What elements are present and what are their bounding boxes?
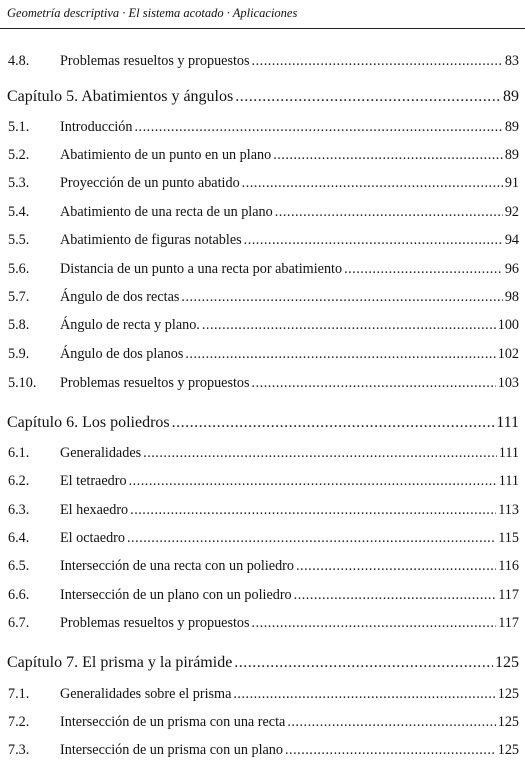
section-title: Abatimiento de un punto en un plano: [60, 147, 272, 163]
toc-line: [60, 373, 519, 393]
toc-line: [60, 117, 519, 137]
section-number: 6.6.: [8, 587, 30, 603]
toc-line: [60, 740, 519, 760]
toc-section-entry[interactable]: [0, 684, 525, 704]
toc-section-entry[interactable]: [0, 556, 525, 576]
section-number: 6.2.: [8, 473, 30, 489]
page-number: 83: [504, 53, 519, 69]
toc-line: [60, 556, 519, 576]
section-number: 7.1.: [8, 686, 30, 702]
section-number: 5.6.: [8, 261, 30, 277]
page-number: 89: [504, 147, 519, 163]
toc-section-entry[interactable]: [0, 443, 525, 463]
section-title: Ángulo de dos rectas: [60, 289, 180, 305]
running-header: [0, 0, 525, 30]
section-title: El hexaedro: [60, 502, 129, 518]
dot-leader: [130, 500, 496, 520]
page-number: 100: [497, 317, 519, 333]
section-number: 5.8.: [8, 317, 30, 333]
section-title: Proyección de un punto abatido: [60, 175, 240, 191]
toc-chapter-entry[interactable]: [0, 87, 525, 107]
section-title: Intersección de un prisma con una recta: [60, 714, 286, 730]
section-title: Problemas resueltos y propuestos: [60, 375, 250, 391]
section-number: 5.1.: [8, 119, 30, 135]
section-number: 6.5.: [8, 558, 30, 574]
page-number: 91: [504, 175, 519, 191]
section-title: Intersección de un plano con un poliedro: [60, 587, 292, 603]
section-number: 6.7.: [8, 615, 30, 631]
dot-leader: [285, 740, 496, 760]
toc-line: [60, 684, 519, 704]
dot-leader: [287, 712, 495, 732]
toc-section-entry[interactable]: [0, 259, 525, 279]
dot-leader: [252, 373, 496, 393]
toc-line: [60, 202, 519, 222]
section-number: 7.3.: [8, 742, 30, 758]
page-number: 115: [498, 530, 519, 546]
page-number: 116: [498, 558, 519, 574]
dot-leader: [127, 528, 496, 548]
section-title: Intersección de un prisma con un plano: [60, 742, 283, 758]
toc-chapter-entry[interactable]: [0, 653, 525, 673]
page-number: 111: [496, 414, 519, 431]
dot-leader: [252, 51, 503, 71]
page-number: 125: [497, 686, 519, 702]
section-number: 6.4.: [8, 530, 30, 546]
toc-line: [7, 87, 519, 107]
page-number: 125: [497, 742, 519, 758]
page-number: 117: [498, 615, 519, 631]
section-number: 5.5.: [8, 232, 30, 248]
section-title: Problemas resueltos y propuestos: [60, 615, 250, 631]
dot-leader: [143, 443, 497, 463]
section-number: 6.1.: [8, 445, 30, 461]
dot-leader: [344, 259, 503, 279]
toc-section-entry[interactable]: [0, 51, 525, 71]
page-number: 113: [498, 502, 519, 518]
toc-section-entry[interactable]: [0, 287, 525, 307]
dot-leader: [234, 653, 493, 673]
toc-section-entry[interactable]: [0, 230, 525, 250]
toc-line: [60, 173, 519, 193]
toc-line: [60, 259, 519, 279]
toc-section-entry[interactable]: [0, 500, 525, 520]
page-number: 103: [497, 375, 519, 391]
dot-leader: [273, 145, 503, 165]
dot-leader: [244, 230, 503, 250]
section-title: Abatimiento de figuras notables: [60, 232, 242, 248]
page-number: 98: [504, 289, 519, 305]
section-number: 5.9.: [8, 346, 30, 362]
toc-line: [60, 712, 519, 732]
dot-leader: [252, 613, 497, 633]
section-number: 6.3.: [8, 502, 30, 518]
toc-section-entry[interactable]: [0, 344, 525, 364]
page-number: 89: [503, 88, 519, 105]
section-number: 4.8.: [8, 53, 30, 69]
page-number: 111: [498, 445, 519, 461]
dot-leader: [233, 684, 495, 704]
running-title: Geometría descriptiva · El sistema acotado · Aplicaciones: [7, 6, 298, 20]
toc-line: [60, 315, 519, 335]
toc-line: [60, 471, 519, 491]
dot-leader: [235, 87, 501, 107]
page-number: 89: [504, 119, 519, 135]
toc-section-entry[interactable]: [0, 585, 525, 605]
toc-section-entry[interactable]: [0, 373, 525, 393]
page-number: 92: [504, 204, 519, 220]
toc-line: [60, 344, 519, 364]
toc-section-entry[interactable]: [0, 471, 525, 491]
toc-section-entry[interactable]: [0, 712, 525, 732]
toc-section-entry[interactable]: [0, 528, 525, 548]
section-title: Distancia de un punto a una recta por abatimiento: [60, 261, 343, 277]
toc-line: [60, 500, 519, 520]
page-number: 102: [497, 346, 519, 362]
toc-line: [60, 51, 519, 71]
dot-leader: [202, 315, 496, 335]
dot-leader: [294, 585, 497, 605]
toc-section-entry[interactable]: [0, 315, 525, 335]
page-number: 111: [498, 473, 519, 489]
toc-line: [60, 145, 519, 165]
toc-line: [7, 413, 519, 433]
section-title: El tetraedro: [60, 473, 127, 489]
section-number: 5.2.: [8, 147, 30, 163]
toc-section-entry[interactable]: [0, 173, 525, 193]
dot-leader: [172, 413, 495, 433]
page-number: 96: [504, 261, 519, 277]
header-rule: [0, 28, 525, 29]
section-title: Intersección de una recta con un poliedro: [60, 558, 294, 574]
section-title: Ángulo de recta y plano.: [60, 317, 200, 333]
section-title: Introducción: [60, 119, 133, 135]
section-title: Generalidades: [60, 445, 142, 461]
toc-line: [60, 585, 519, 605]
section-title: Generalidades sobre el prisma: [60, 686, 232, 702]
toc-section-entry[interactable]: [0, 145, 525, 165]
toc-line: [60, 443, 519, 463]
page-number: 117: [498, 587, 519, 603]
toc-section-entry[interactable]: [0, 117, 525, 137]
dot-leader: [296, 556, 496, 576]
dot-leader: [181, 287, 502, 307]
page-number: 125: [497, 714, 519, 730]
dot-leader: [135, 117, 503, 137]
toc-section-entry[interactable]: [0, 202, 525, 222]
section-title: Abatimiento de una recta de un plano: [60, 204, 273, 220]
chapter-title: Capítulo 7. El prisma y la pirámide: [7, 654, 233, 671]
page-number: 125: [495, 654, 519, 671]
toc-chapter-entry[interactable]: [0, 413, 525, 433]
toc-line: [7, 653, 519, 673]
section-number: 5.4.: [8, 204, 30, 220]
dot-leader: [129, 471, 497, 491]
chapter-title: Capítulo 6. Los poliedros: [7, 414, 170, 431]
page-number: 94: [504, 232, 519, 248]
toc-section-entry[interactable]: [0, 613, 525, 633]
section-number: 5.3.: [8, 175, 30, 191]
toc-line: [60, 287, 519, 307]
toc-line: [60, 613, 519, 633]
chapter-title: Capítulo 5. Abatimientos y ángulos: [7, 88, 234, 105]
toc-section-entry[interactable]: [0, 740, 525, 760]
section-title: Problemas resueltos y propuestos: [60, 53, 250, 69]
dot-leader: [275, 202, 503, 222]
dot-leader: [242, 173, 503, 193]
section-number: 5.7.: [8, 289, 30, 305]
section-number: 5.10.: [8, 375, 37, 391]
toc-line: [60, 230, 519, 250]
section-title: Ángulo de dos planos: [60, 346, 184, 362]
toc-line: [60, 528, 519, 548]
section-title: El octaedro: [60, 530, 125, 546]
section-number: 7.2.: [8, 714, 30, 730]
dot-leader: [185, 344, 495, 364]
